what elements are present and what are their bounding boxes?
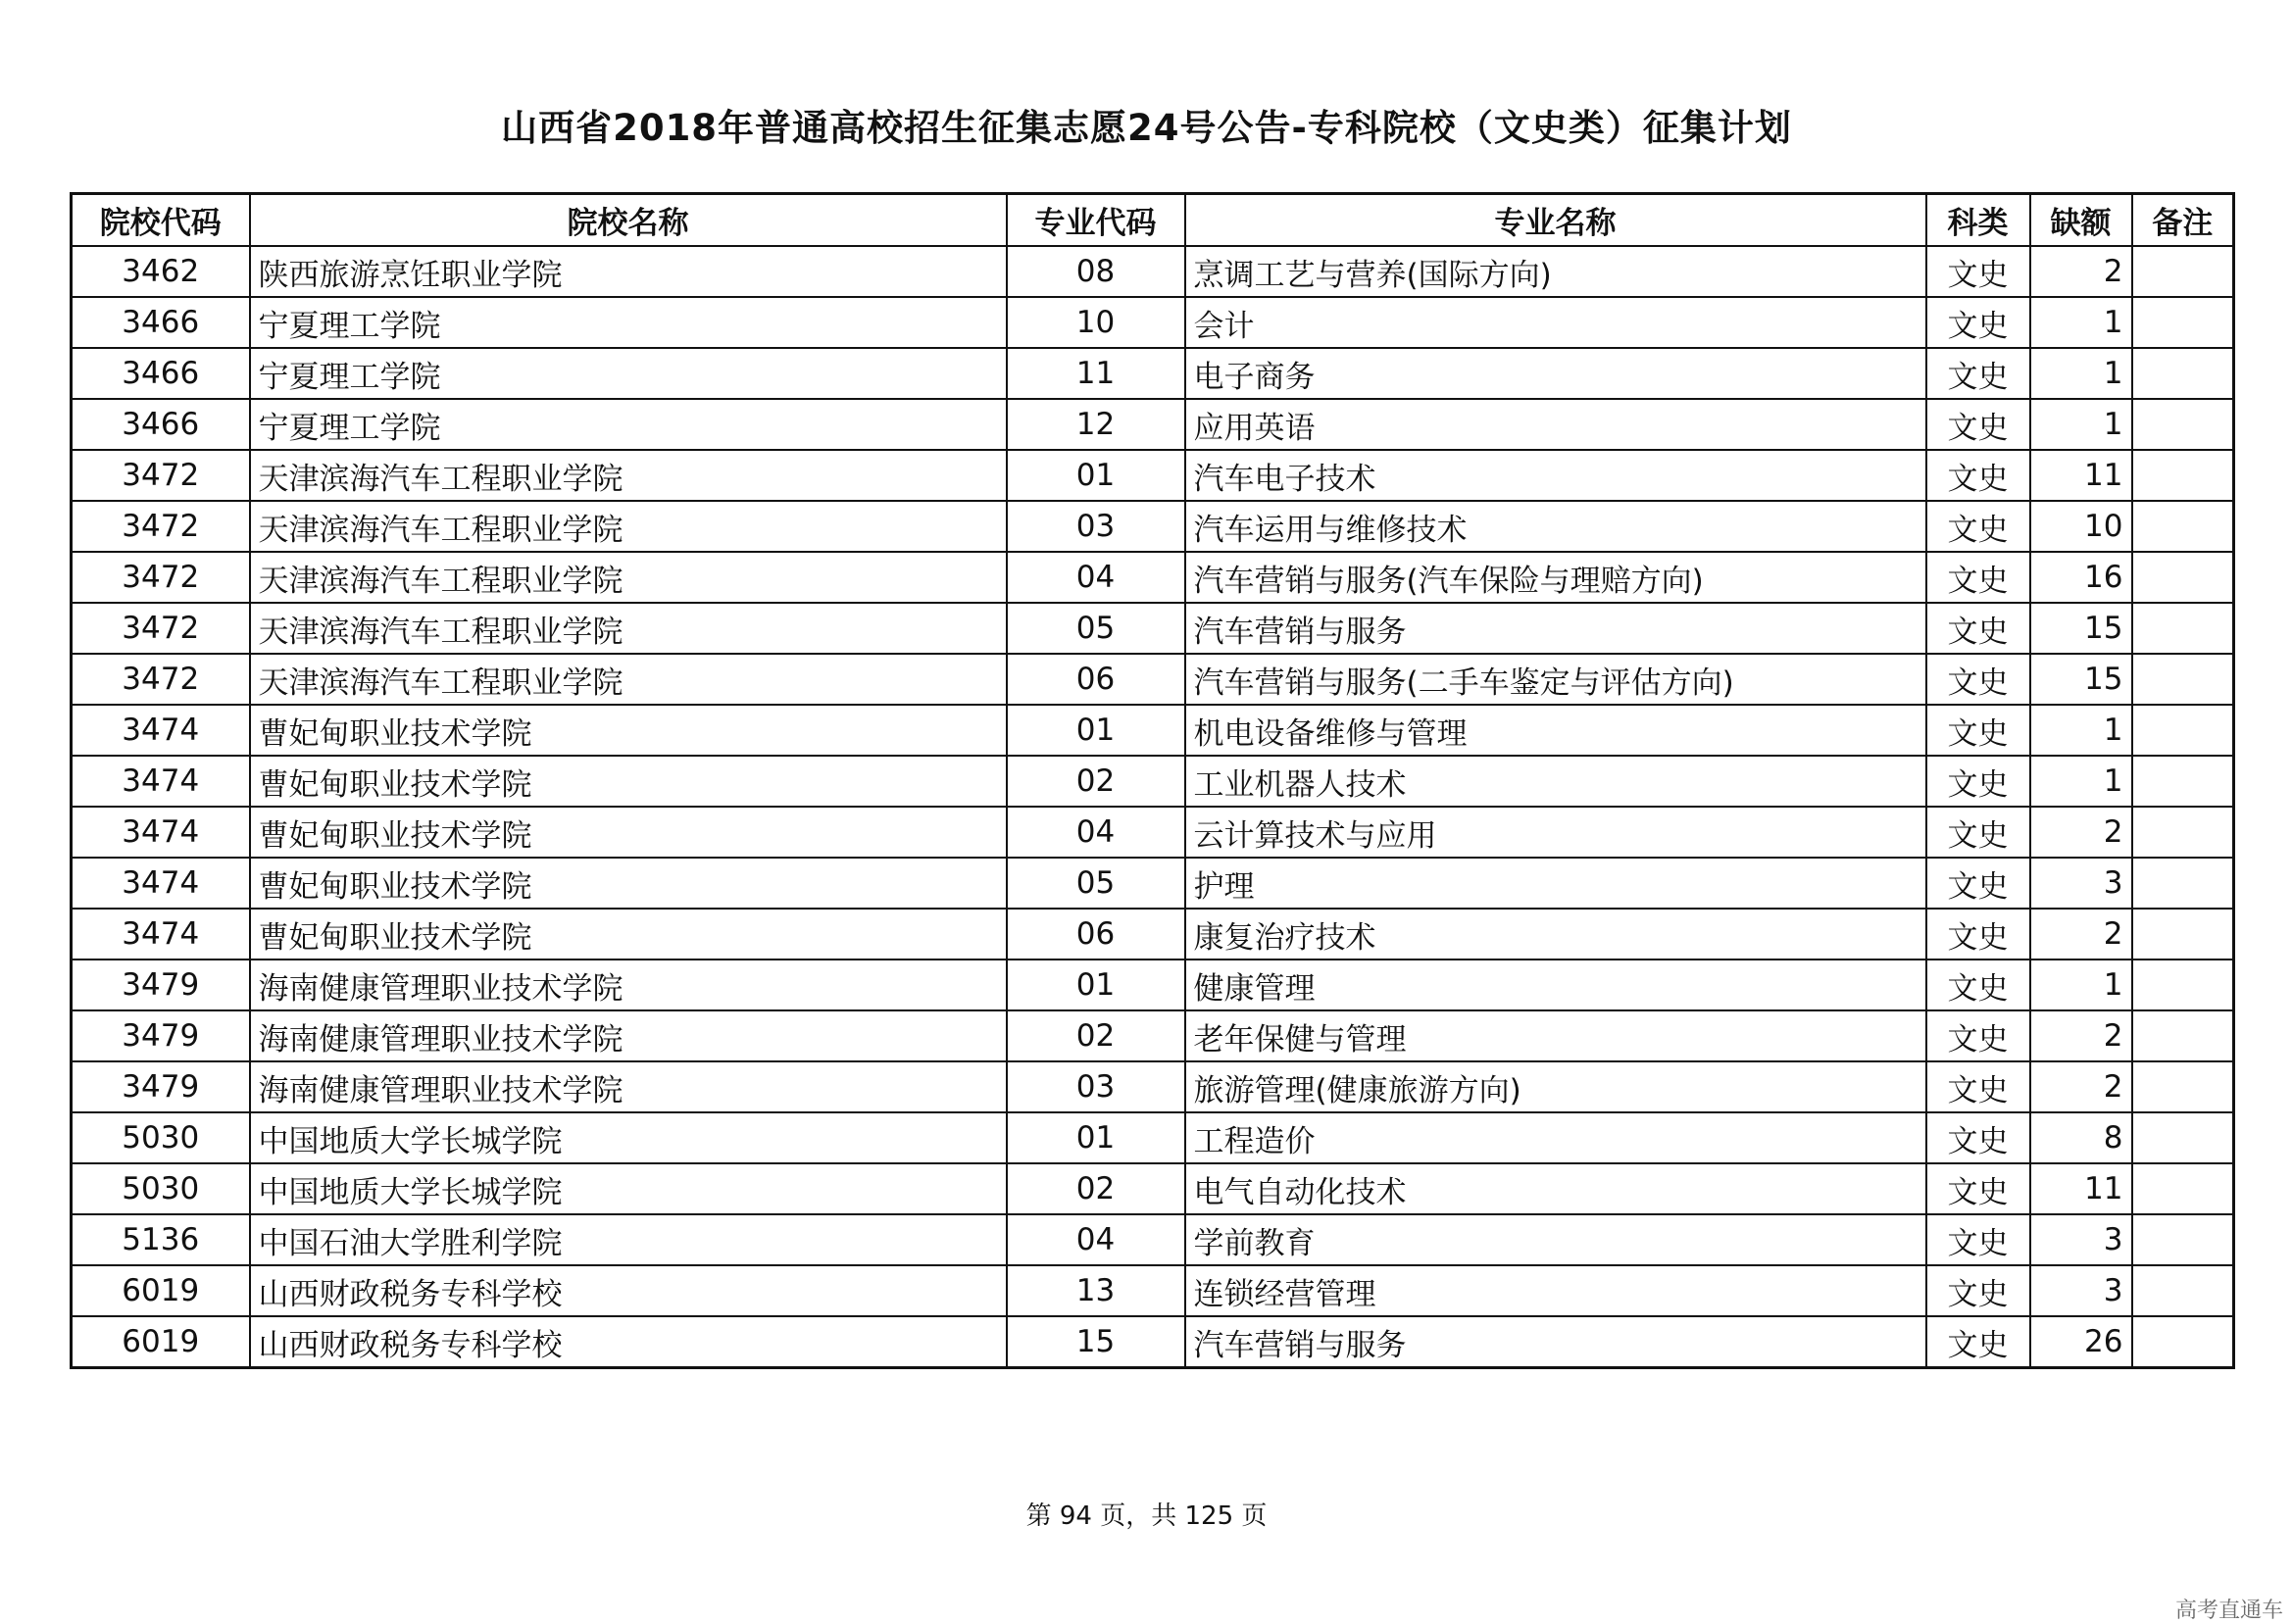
major-name-cell: 会计 [1185,297,1926,348]
vacancy-cell: 8 [2030,1112,2132,1163]
table-row [72,348,2234,399]
category-cell: 文史 [1926,1112,2030,1163]
school-name-cell: 曹妃甸职业技术学院 [250,756,1007,807]
major-name-cell: 机电设备维修与管理 [1185,705,1926,756]
vacancy-cell: 1 [2030,297,2132,348]
school-name-cell: 中国地质大学长城学院 [250,1163,1007,1214]
header-school-code: 院校代码 [72,194,250,247]
major-name-cell: 学前教育 [1185,1214,1926,1265]
school-code-cell: 3479 [72,960,250,1010]
table-header-row [72,194,2234,247]
category-cell: 文史 [1926,858,2030,909]
major-code-cell: 04 [1007,552,1185,603]
school-code-cell: 6019 [72,1265,250,1316]
school-name-cell: 天津滨海汽车工程职业学院 [250,552,1007,603]
major-name-cell: 工程造价 [1185,1112,1926,1163]
category-cell: 文史 [1926,348,2030,399]
school-name-cell: 山西财政税务专科学校 [250,1316,1007,1368]
major-name-cell: 连锁经营管理 [1185,1265,1926,1316]
major-code-cell: 02 [1007,1163,1185,1214]
category-cell: 文史 [1926,909,2030,960]
major-code-cell: 05 [1007,603,1185,654]
school-name-cell: 曹妃甸职业技术学院 [250,807,1007,858]
remarks-cell [2132,654,2234,705]
school-name-cell: 天津滨海汽车工程职业学院 [250,603,1007,654]
school-name-cell: 宁夏理工学院 [250,348,1007,399]
school-code-cell: 3474 [72,705,250,756]
table-row [72,501,2234,552]
category-cell: 文史 [1926,450,2030,501]
table-row [72,1214,2234,1265]
school-code-cell: 3466 [72,348,250,399]
remarks-cell [2132,705,2234,756]
major-name-cell: 云计算技术与应用 [1185,807,1926,858]
school-code-cell: 3472 [72,501,250,552]
table-row [72,654,2234,705]
major-code-cell: 03 [1007,1061,1185,1112]
category-cell: 文史 [1926,399,2030,450]
table-row [72,858,2234,909]
major-code-cell: 04 [1007,807,1185,858]
major-name-cell: 应用英语 [1185,399,1926,450]
school-code-cell: 5030 [72,1163,250,1214]
major-code-cell: 10 [1007,297,1185,348]
remarks-cell [2132,960,2234,1010]
school-code-cell: 3474 [72,858,250,909]
vacancy-cell: 3 [2030,1265,2132,1316]
vacancy-cell: 16 [2030,552,2132,603]
school-code-cell: 3466 [72,399,250,450]
category-cell: 文史 [1926,1265,2030,1316]
table-row [72,1316,2234,1368]
remarks-cell [2132,450,2234,501]
remarks-cell [2132,297,2234,348]
major-code-cell: 05 [1007,858,1185,909]
remarks-cell [2132,1163,2234,1214]
vacancy-cell: 10 [2030,501,2132,552]
category-cell: 文史 [1926,960,2030,1010]
major-code-cell: 06 [1007,654,1185,705]
table-row [72,807,2234,858]
major-code-cell: 03 [1007,501,1185,552]
remarks-cell [2132,348,2234,399]
vacancy-cell: 11 [2030,450,2132,501]
school-name-cell: 天津滨海汽车工程职业学院 [250,450,1007,501]
vacancy-cell: 11 [2030,1163,2132,1214]
major-code-cell: 01 [1007,1112,1185,1163]
remarks-cell [2132,909,2234,960]
major-code-cell: 08 [1007,246,1185,297]
header-major-code: 专业代码 [1007,194,1185,247]
school-name-cell: 海南健康管理职业技术学院 [250,960,1007,1010]
table-row [72,1112,2234,1163]
remarks-cell [2132,1061,2234,1112]
table-row [72,909,2234,960]
vacancy-cell: 2 [2030,909,2132,960]
table-row [72,1163,2234,1214]
table-row [72,1265,2234,1316]
vacancy-cell: 1 [2030,705,2132,756]
remarks-cell [2132,858,2234,909]
category-cell: 文史 [1926,654,2030,705]
school-name-cell: 海南健康管理职业技术学院 [250,1010,1007,1061]
major-code-cell: 15 [1007,1316,1185,1368]
table-row [72,1010,2234,1061]
watermark-text: 高考直通车 [2174,1599,2283,1623]
remarks-cell [2132,1112,2234,1163]
major-name-cell: 汽车营销与服务(汽车保险与理赔方向) [1185,552,1926,603]
vacancy-cell: 1 [2030,960,2132,1010]
school-code-cell: 3479 [72,1010,250,1061]
table-row [72,246,2234,297]
header-category: 科类 [1926,194,2030,247]
major-name-cell: 汽车营销与服务 [1185,603,1926,654]
major-name-cell: 康复治疗技术 [1185,909,1926,960]
category-cell: 文史 [1926,603,2030,654]
major-name-cell: 烹调工艺与营养(国际方向) [1185,246,1926,297]
remarks-cell [2132,246,2234,297]
header-school-name: 院校名称 [250,194,1007,247]
school-name-cell: 曹妃甸职业技术学院 [250,705,1007,756]
table-row [72,450,2234,501]
major-name-cell: 旅游管理(健康旅游方向) [1185,1061,1926,1112]
vacancy-cell: 26 [2030,1316,2132,1368]
header-vacancy: 缺额 [2030,194,2132,247]
remarks-cell [2132,807,2234,858]
vacancy-cell: 2 [2030,1010,2132,1061]
category-cell: 文史 [1926,705,2030,756]
remarks-cell [2132,1214,2234,1265]
vacancy-cell: 3 [2030,858,2132,909]
category-cell: 文史 [1926,297,2030,348]
category-cell: 文史 [1926,1163,2030,1214]
school-name-cell: 海南健康管理职业技术学院 [250,1061,1007,1112]
school-name-cell: 中国地质大学长城学院 [250,1112,1007,1163]
remarks-cell [2132,756,2234,807]
school-code-cell: 3472 [72,552,250,603]
vacancy-cell: 15 [2030,654,2132,705]
school-code-cell: 5030 [72,1112,250,1163]
major-name-cell: 汽车运用与维修技术 [1185,501,1926,552]
school-code-cell: 3462 [72,246,250,297]
table-row [72,399,2234,450]
major-code-cell: 02 [1007,1010,1185,1061]
school-name-cell: 曹妃甸职业技术学院 [250,909,1007,960]
remarks-cell [2132,603,2234,654]
major-name-cell: 护理 [1185,858,1926,909]
major-code-cell: 01 [1007,450,1185,501]
major-name-cell: 电子商务 [1185,348,1926,399]
table-row [72,1061,2234,1112]
school-name-cell: 陕西旅游烹饪职业学院 [250,246,1007,297]
major-code-cell: 12 [1007,399,1185,450]
school-code-cell: 6019 [72,1316,250,1368]
remarks-cell [2132,552,2234,603]
remarks-cell [2132,501,2234,552]
category-cell: 文史 [1926,807,2030,858]
school-code-cell: 3474 [72,807,250,858]
page-number: 第 94 页，共 125 页 [1025,1501,1268,1531]
school-code-cell: 3472 [72,603,250,654]
table-row [72,705,2234,756]
school-code-cell: 5136 [72,1214,250,1265]
category-cell: 文史 [1926,552,2030,603]
school-code-cell: 3472 [72,450,250,501]
school-code-cell: 3472 [72,654,250,705]
school-name-cell: 宁夏理工学院 [250,399,1007,450]
vacancy-cell: 2 [2030,1061,2132,1112]
category-cell: 文史 [1926,1316,2030,1368]
table-row [72,552,2234,603]
enrollment-plan-table [70,192,2235,1369]
school-code-cell: 3466 [72,297,250,348]
major-code-cell: 04 [1007,1214,1185,1265]
page-title: 山西省2018年普通高校招生征集志愿24号公告-专科院校（文史类）征集计划 [501,107,1792,149]
school-code-cell: 3474 [72,909,250,960]
school-name-cell: 天津滨海汽车工程职业学院 [250,654,1007,705]
header-major-name: 专业名称 [1185,194,1926,247]
vacancy-cell: 3 [2030,1214,2132,1265]
header-remarks: 备注 [2132,194,2234,247]
vacancy-cell: 1 [2030,348,2132,399]
category-cell: 文史 [1926,756,2030,807]
table-row [72,756,2234,807]
major-name-cell: 汽车电子技术 [1185,450,1926,501]
remarks-cell [2132,1010,2234,1061]
category-cell: 文史 [1926,1010,2030,1061]
major-code-cell: 13 [1007,1265,1185,1316]
major-name-cell: 汽车营销与服务(二手车鉴定与评估方向) [1185,654,1926,705]
remarks-cell [2132,1265,2234,1316]
major-name-cell: 电气自动化技术 [1185,1163,1926,1214]
remarks-cell [2132,399,2234,450]
category-cell: 文史 [1926,246,2030,297]
major-code-cell: 06 [1007,909,1185,960]
school-name-cell: 曹妃甸职业技术学院 [250,858,1007,909]
vacancy-cell: 2 [2030,246,2132,297]
school-name-cell: 宁夏理工学院 [250,297,1007,348]
vacancy-cell: 2 [2030,807,2132,858]
category-cell: 文史 [1926,1061,2030,1112]
vacancy-cell: 1 [2030,399,2132,450]
table-row [72,297,2234,348]
vacancy-cell: 1 [2030,756,2132,807]
vacancy-cell: 15 [2030,603,2132,654]
table-row [72,960,2234,1010]
table-body [72,246,2234,1368]
school-name-cell: 山西财政税务专科学校 [250,1265,1007,1316]
major-code-cell: 02 [1007,756,1185,807]
table-row [72,603,2234,654]
category-cell: 文史 [1926,501,2030,552]
major-code-cell: 01 [1007,960,1185,1010]
remarks-cell [2132,1316,2234,1368]
school-code-cell: 3479 [72,1061,250,1112]
major-code-cell: 01 [1007,705,1185,756]
school-name-cell: 中国石油大学胜利学院 [250,1214,1007,1265]
major-name-cell: 健康管理 [1185,960,1926,1010]
category-cell: 文史 [1926,1214,2030,1265]
school-code-cell: 3474 [72,756,250,807]
major-name-cell: 老年保健与管理 [1185,1010,1926,1061]
school-name-cell: 天津滨海汽车工程职业学院 [250,501,1007,552]
major-name-cell: 工业机器人技术 [1185,756,1926,807]
major-name-cell: 汽车营销与服务 [1185,1316,1926,1368]
major-code-cell: 11 [1007,348,1185,399]
